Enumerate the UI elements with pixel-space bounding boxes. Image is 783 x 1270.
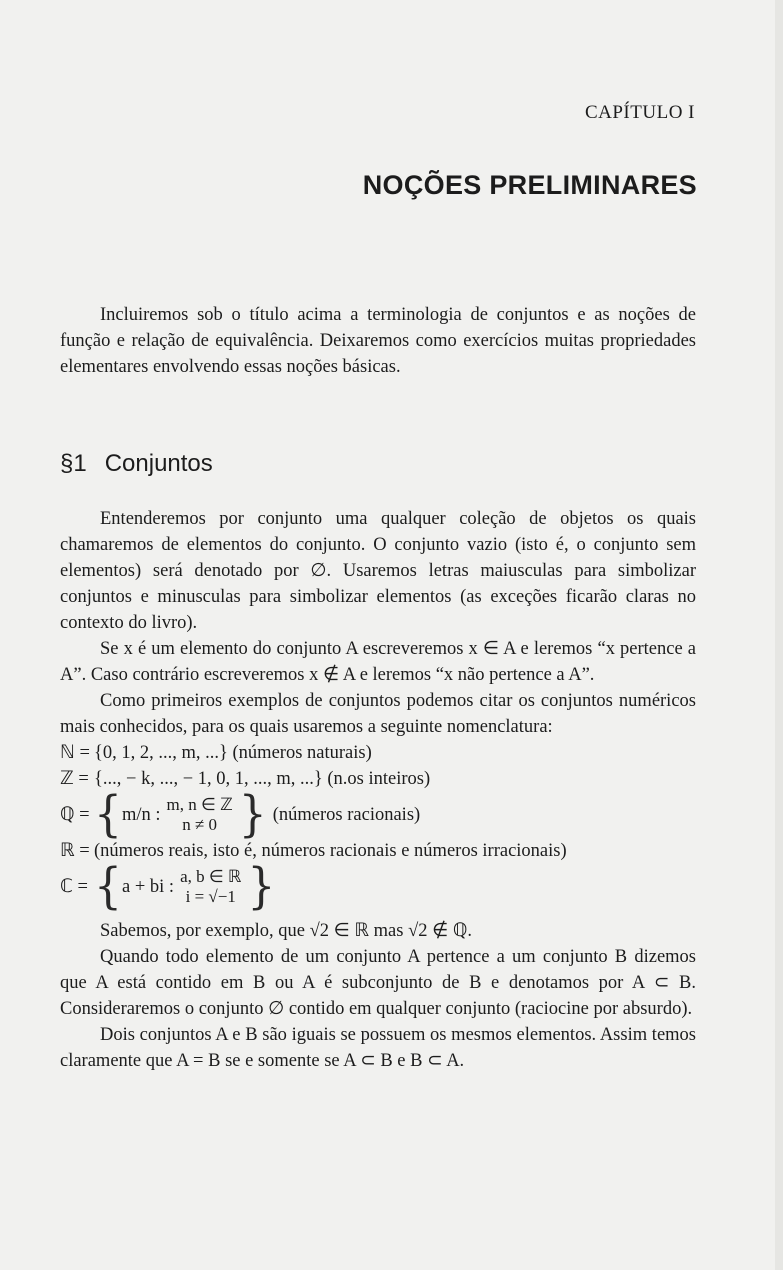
section-body xyxy=(60,506,696,1074)
condition-1: m, n ∈ ℤ xyxy=(166,795,233,814)
section-title: Conjuntos xyxy=(104,450,213,477)
set-symbol: ℚ = xyxy=(60,805,90,825)
section-heading xyxy=(60,450,213,478)
page-edge xyxy=(775,0,783,1270)
right-brace: } xyxy=(247,858,276,915)
condition-2: n ≠ 0 xyxy=(182,815,218,834)
intro-paragraph: Incluiremos sob o título acima a terminologia de conjuntos e as noções de função e relação de equivalência. Deixaremos como exercícios muitas propriedades elementares envolvendo essas noções básicas. xyxy=(60,305,696,377)
set-conditions xyxy=(180,867,241,907)
left-brace: { xyxy=(94,786,122,843)
paragraph-sqrt-example: Sabemos, por exemplo, que √2 ∈ ℝ mas √2 ∉ ℚ. xyxy=(100,921,473,941)
set-definition: (números reais, isto é, números racionais e números irracionais) xyxy=(94,841,567,861)
set-symbol: ℝ = xyxy=(60,841,90,861)
paragraph-examples: Como primeiros exemplos de conjuntos podemos citar os conjuntos numéricos mais conhecidos, para os quais usaremos a seguinte nomenclatura: xyxy=(60,691,696,737)
set-reals xyxy=(60,838,696,864)
set-rationals xyxy=(60,786,696,843)
set-definition: {0, 1, 2, ..., m, ...} (números naturais) xyxy=(94,743,372,763)
chapter-heading: CAPÍTULO I xyxy=(584,102,695,123)
set-naturals xyxy=(60,740,696,766)
set-builder xyxy=(94,786,267,843)
paragraph-subset: Quando todo elemento de um conjunto A pertence a um conjunto B dizemos que A está contido em B ou A é subconjunto de B e denotamos por A ⊂ B. Consideraremos o conjunto ∅ contido em qualquer conjunto (raciocine por absurdo). xyxy=(60,947,696,1019)
page-title: NOÇÕES PRELIMINARES xyxy=(362,170,697,200)
set-note: (números racionais) xyxy=(272,805,421,825)
set-element: a + bi : xyxy=(122,877,175,897)
intro-block xyxy=(60,302,696,380)
condition-1: a, b ∈ ℝ xyxy=(180,867,242,886)
set-conditions xyxy=(167,795,233,835)
set-integers xyxy=(60,766,696,792)
paragraph-membership: Se x é um elemento do conjunto A escreveremos x ∈ A e leremos “x pertence a A”. Caso contrário escreveremos x ∉ A e leremos “x não pertence a A”. xyxy=(60,639,696,685)
paragraph-definition: Entenderemos por conjunto uma qualquer coleção de objetos os quais chamaremos de elementos do conjunto. O conjunto vazio (isto é, o conjunto sem elementos) será denotado por ∅. Usaremos letras maiusculas para simbolizar conjuntos e minusculas para simbolizar elementos (as exceções ficarão claras no contexto do livro). xyxy=(60,509,696,633)
set-complex xyxy=(60,858,696,915)
set-builder xyxy=(94,858,276,915)
condition-2: i = √−1 xyxy=(185,887,236,906)
set-symbol: ℕ = xyxy=(60,743,90,763)
left-brace: { xyxy=(94,858,122,915)
number-sets-list xyxy=(60,740,696,915)
right-brace: } xyxy=(238,786,267,843)
section-number: §1 xyxy=(60,450,87,477)
set-symbol: ℂ = xyxy=(60,877,88,897)
set-definition: {..., − k, ..., − 1, 0, 1, ..., m, ...} (n.os inteiros) xyxy=(94,769,431,789)
set-element: m/n : xyxy=(122,805,161,825)
set-symbol: ℤ = xyxy=(60,769,89,789)
paragraph-equality: Dois conjuntos A e B são iguais se possuem os mesmos elementos. Assim temos claramente que A = B se e somente se A ⊂ B e B ⊂ A. xyxy=(60,1025,696,1071)
